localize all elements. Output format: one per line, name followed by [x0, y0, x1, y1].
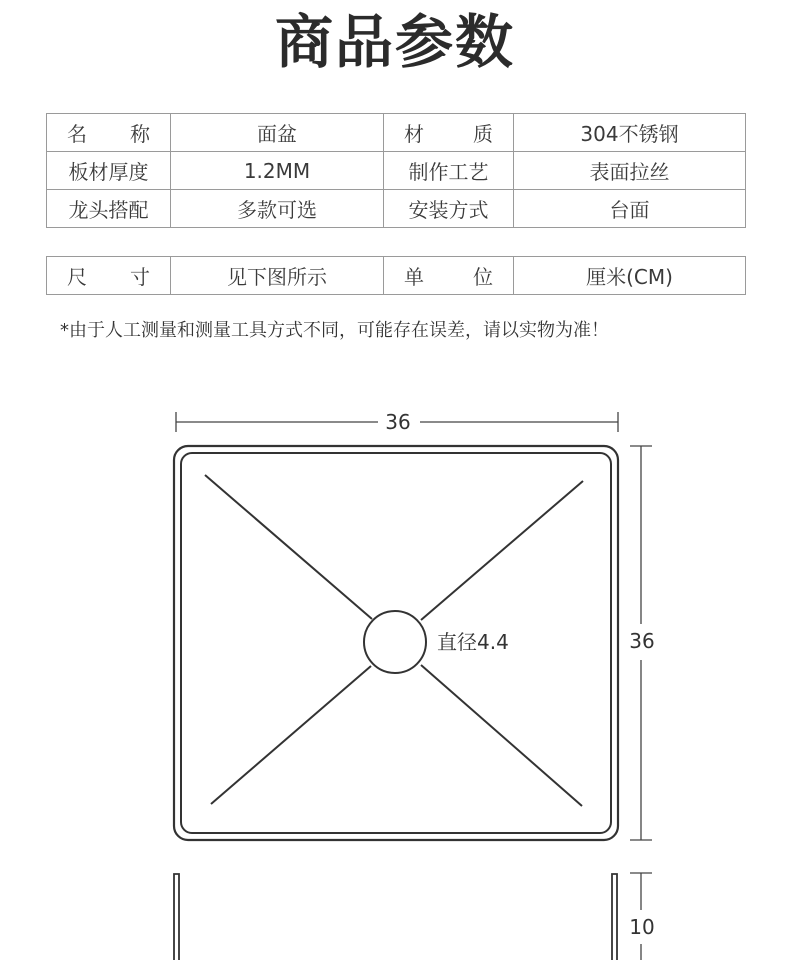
page-title: 商品参数	[274, 8, 515, 76]
size-value: 见下图所示	[171, 257, 384, 295]
spec-label-char: 位	[473, 265, 493, 289]
depth-label: 10	[629, 915, 655, 939]
spec-label: 龙头搭配	[47, 190, 171, 228]
spec-label-char: 名	[67, 122, 87, 146]
slope-lines	[205, 475, 583, 806]
spec-label-char: 质	[473, 122, 493, 146]
spec-value: 台面	[514, 190, 746, 228]
side-view	[174, 874, 617, 960]
spec-value: 表面拉丝	[514, 152, 746, 190]
spec-label: 板材厚度	[47, 152, 171, 190]
spec-label-char: 称	[130, 122, 150, 146]
disclaimer-note: *由于人工测量和测量工具方式不同，可能存在误差，请以实物为准！	[60, 320, 609, 341]
height-label: 36	[629, 629, 655, 653]
spec-value: 面盆	[171, 114, 384, 152]
unit-value: 厘米(CM)	[514, 257, 746, 295]
spec-value: 1.2MM	[171, 152, 384, 190]
spec-value: 多款可选	[171, 190, 384, 228]
spec-value: 304不锈钢	[514, 114, 746, 152]
spec-label-char: 尺	[67, 265, 87, 289]
spec-label: 安装方式	[384, 190, 514, 228]
spec-label-char: 材	[404, 122, 424, 146]
spec-label-char: 单	[404, 265, 424, 289]
spec-label-char: 寸	[130, 265, 150, 289]
drain-circle	[364, 611, 426, 673]
width-label: 36	[385, 410, 411, 434]
drain-diameter-label: 直径4.4	[437, 630, 509, 654]
spec-label: 制作工艺	[384, 152, 514, 190]
